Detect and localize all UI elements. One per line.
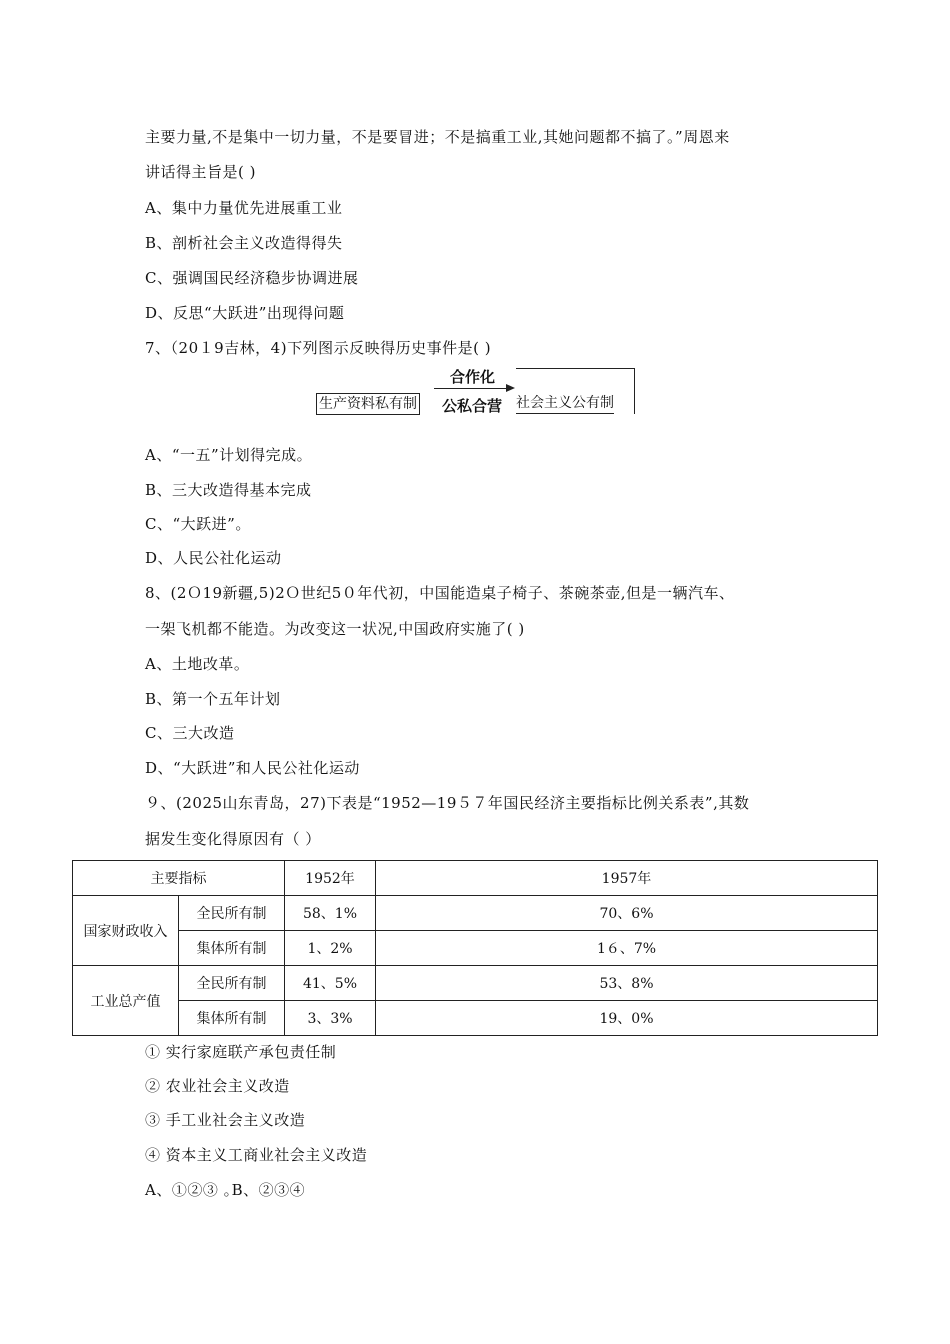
value-1952: 3、3% xyxy=(285,1001,376,1036)
q8-option-a: A、土地改革。 xyxy=(145,655,250,673)
q7-option-a: A、“一五”计划得完成。 xyxy=(145,446,313,464)
ownership-type: 全民所有制 xyxy=(179,896,285,931)
question-8-stem-cont: 一架飞机都不能造。为改变这一状况,中国政府实施了( ) xyxy=(145,620,525,638)
economic-indicators-table xyxy=(72,860,878,1036)
table-row xyxy=(73,1001,878,1036)
value-1952: 58、1% xyxy=(285,896,376,931)
header-1952: 1952年 xyxy=(285,861,376,896)
header-indicator: 主要指标 xyxy=(73,861,285,896)
question-8-stem: 8、(2Ｏ19新疆,5)2Ｏ世纪5０年代初，中国能造桌子椅子、茶碗茶壶,但是一辆汽车、 xyxy=(145,584,735,602)
arrow-label-cooperation: 合作化 xyxy=(450,368,496,386)
statement-4: ④ 资本主义工商业社会主义改造 xyxy=(145,1146,368,1164)
value-1952: 1、2% xyxy=(285,931,376,966)
option-c: C、强调国民经济稳步协调进展 xyxy=(145,269,359,287)
q7-option-c: C、“大跃进”。 xyxy=(145,515,251,533)
statement-2: ② 农业社会主义改造 xyxy=(145,1077,290,1095)
statement-3: ③ 手工业社会主义改造 xyxy=(145,1111,306,1129)
ownership-diagram xyxy=(316,366,636,416)
arrow-label-joint-venture: 公私合营 xyxy=(442,397,503,415)
value-1957: 1６、7% xyxy=(376,931,878,966)
option-a: A、集中力量优先进展重工业 xyxy=(145,199,343,217)
question-7-stem: 7、（20１9吉林，4)下列图示反映得历史事件是( ) xyxy=(145,339,492,357)
option-b: B、剖析社会主义改造得得失 xyxy=(145,234,343,252)
private-ownership-box: 生产资料私有制 xyxy=(316,393,420,415)
q7-option-d: D、人民公社化运动 xyxy=(145,549,282,567)
value-1957: 53、8% xyxy=(376,966,878,1001)
arrow-head-icon xyxy=(506,384,515,392)
q8-option-b: B、第一个五年计划 xyxy=(145,690,281,708)
group-label: 国家财政收入 xyxy=(73,896,179,966)
value-1957: 19、0% xyxy=(376,1001,878,1036)
ownership-type: 集体所有制 xyxy=(179,1001,285,1036)
question-stem: 讲话得主旨是( ) xyxy=(145,163,256,181)
ownership-type: 全民所有制 xyxy=(179,966,285,1001)
q9-options: A、①②③ ｡B、②③④ xyxy=(145,1181,306,1199)
q8-option-d: D、“大跃进”和人民公社化运动 xyxy=(145,759,360,777)
table-header-row xyxy=(73,861,878,896)
question-9-stem: ９、(2025山东青岛，27)下表是“1952—19５７年国民经济主要指标比例关系表”,其数 xyxy=(145,794,750,812)
statement-1: ① 实行家庭联产承包责任制 xyxy=(145,1043,337,1061)
question-9-stem-cont: 据发生变化得原因有（ ） xyxy=(145,830,321,848)
arrow-line xyxy=(434,388,508,389)
header-1957: 1957年 xyxy=(376,861,878,896)
group-label: 工业总产值 xyxy=(73,966,179,1036)
q8-option-c: C、三大改造 xyxy=(145,724,235,742)
table-row xyxy=(73,931,878,966)
question-text-line: 主要力量,不是集中一切力量，不是要冒进；不是搞重工业,其她问题都不搞了。”周恩来 xyxy=(145,128,730,146)
value-1957: 70、6% xyxy=(376,896,878,931)
table-row xyxy=(73,896,878,931)
public-ownership-label: 社会主义公有制 xyxy=(516,393,614,414)
q7-option-b: B、三大改造得基本完成 xyxy=(145,481,312,499)
table-row xyxy=(73,966,878,1001)
value-1952: 41、5% xyxy=(285,966,376,1001)
option-d: D、反思“大跃进”出现得问题 xyxy=(145,304,345,322)
ownership-type: 集体所有制 xyxy=(179,931,285,966)
